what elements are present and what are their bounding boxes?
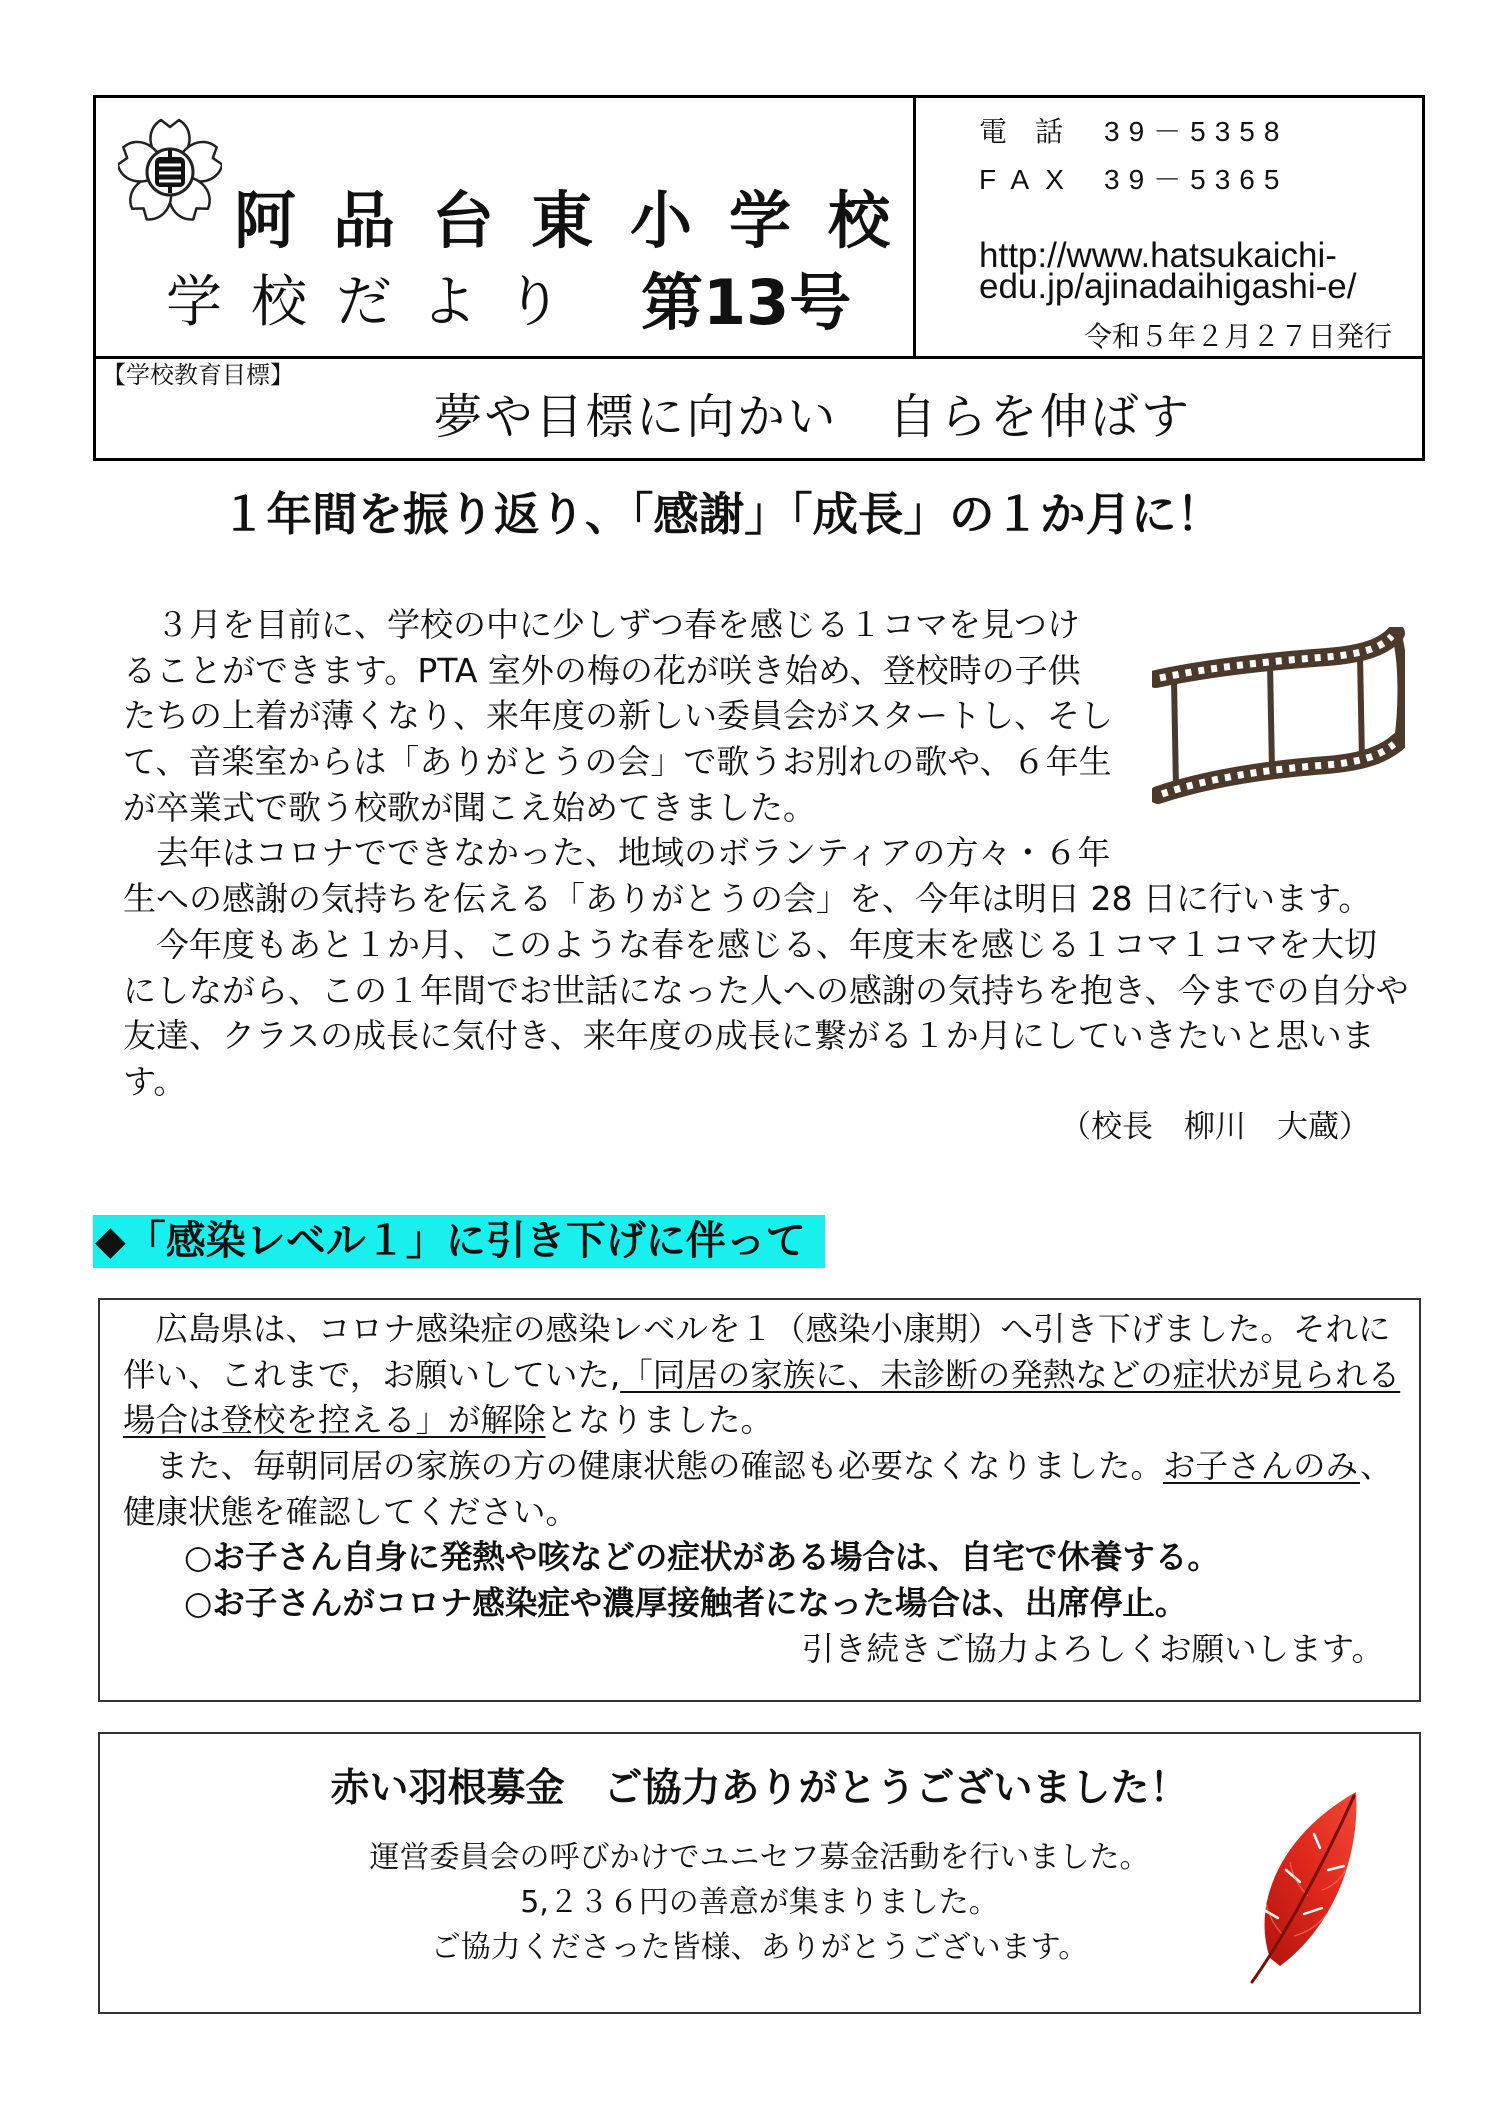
article-headline: １年間を振り返り、「感謝」「成長」の１か月に！ (221, 488, 1223, 541)
article-line: ３月を目前に、学校の中に少しずつ春を感じる１コマを見つけ (123, 605, 1080, 644)
notice-body (123, 1307, 1401, 1673)
article-signature: （校長 柳川 大蔵） (1060, 1109, 1370, 1145)
notice-underlined-text: お子さんのみ (1163, 1447, 1360, 1486)
red-feather-title: 赤い羽根募金 ご協力ありがとうございました！ (330, 1766, 1189, 1811)
education-goal-label: 【学校教育目標】 (102, 361, 294, 389)
article-line: 去年はコロナでできなかった、地域のボランティアの方々・６年 (123, 833, 1111, 873)
notice-underlined-text: 場合は登校を控える」が解除 (123, 1401, 546, 1440)
notice-text: となりました。 (545, 1401, 774, 1440)
red-feather-line: 運営委員会の呼びかけでユニセフ募金活動を行いました。 (369, 1840, 1150, 1875)
article-line: 友達、クラスの成長に気付き、来年度の成長に繋がる１か月にしていきたいと思いま (123, 1016, 1375, 1056)
url-line-1: http://www.hatsukaichi- (979, 236, 1337, 275)
article-line: が卒業式で歌う校歌が聞こえ始めてきました。 (123, 787, 816, 827)
notice-bullet: ○お子さんがコロナ感染症や濃厚接触者になった場合は、出席停止。 (184, 1584, 1188, 1623)
red-feather-icon (1248, 1786, 1364, 1984)
notice-line: 健康状態を確認してください。 (123, 1492, 579, 1531)
notice-text: また、毎朝同居の家族の方の健康状態の確認も必要なくなりました。 (123, 1447, 1164, 1486)
fax-number: 39－5365 (1104, 164, 1289, 195)
notice-underlined-text: 「同居の家族に、未診断の発熱などの症状が見られる (620, 1355, 1401, 1394)
school-emblem-icon (118, 114, 222, 226)
issue-date: 令和５年２月２７日発行 (1084, 320, 1393, 353)
red-feather-line: 5,２３６円の善意が集まりました。 (520, 1885, 999, 1920)
tel-number: 39－5358 (1104, 116, 1289, 147)
issue-number: 第13号 (641, 266, 852, 339)
notice-closing: 引き続きご協力よろしくお願いします。 (801, 1629, 1384, 1668)
notice-bullet: ○お子さん自身に発熱や咳などの症状がある場合は、自宅で休養する。 (184, 1538, 1220, 1577)
newsletter-title: 学校だより (166, 270, 591, 335)
notice-text: 、 (1359, 1447, 1393, 1486)
header-divider-horizontal (93, 356, 1425, 359)
tel-label: 電 話 (979, 116, 1064, 147)
fax-label: FAX (979, 164, 1080, 195)
article-line: たちの上着が薄くなり、来年度の新しい委員会がスタートし、そし (123, 696, 1113, 736)
article-line: ることができます。PTA 室外の梅の花が咲き始め、登校時の子供 (123, 650, 1081, 690)
school-url (979, 236, 1357, 306)
notice-line: 広島県は、コロナ感染症の感染レベルを１（感染小康期）へ引き下げました。それに (123, 1310, 1391, 1348)
notice-line (123, 1353, 1401, 1399)
film-strip-icon (1152, 627, 1405, 811)
article-line: にしながら、この１年間でお世話になった人への感謝の気持ちを抱き、今までの自分や (123, 970, 1409, 1010)
school-name: 阿品台東小学校 (234, 184, 928, 257)
article-line: て、音楽室からは「ありがとうの会」で歌うお別れの歌や、６年生 (123, 742, 1112, 782)
notice-heading: ◆「感染レベル１」に引き下げに伴って (93, 1215, 825, 1268)
article-line: す。 (123, 1061, 187, 1101)
notice-text: 伴い、これまで，お願いしていた, (123, 1355, 621, 1394)
notice-line (123, 1398, 1384, 1444)
notice-line (123, 1444, 1393, 1490)
article-line: 今年度もあと１か月、このような春を感じる、年度末を感じる１コマ１コマを大切 (123, 924, 1377, 964)
article-line: 生への感謝の気持ちを伝える「ありがとうの会」を、今年は明日 28 日に行います。 (123, 879, 1372, 919)
education-goal: 夢や目標に向かい 自らを伸ばす (434, 389, 1192, 445)
url-line-2: edu.jp/ajinadaihigashi-e/ (979, 267, 1357, 306)
red-feather-line: ご協力くださった皆様、ありがとうございます。 (430, 1930, 1089, 1965)
